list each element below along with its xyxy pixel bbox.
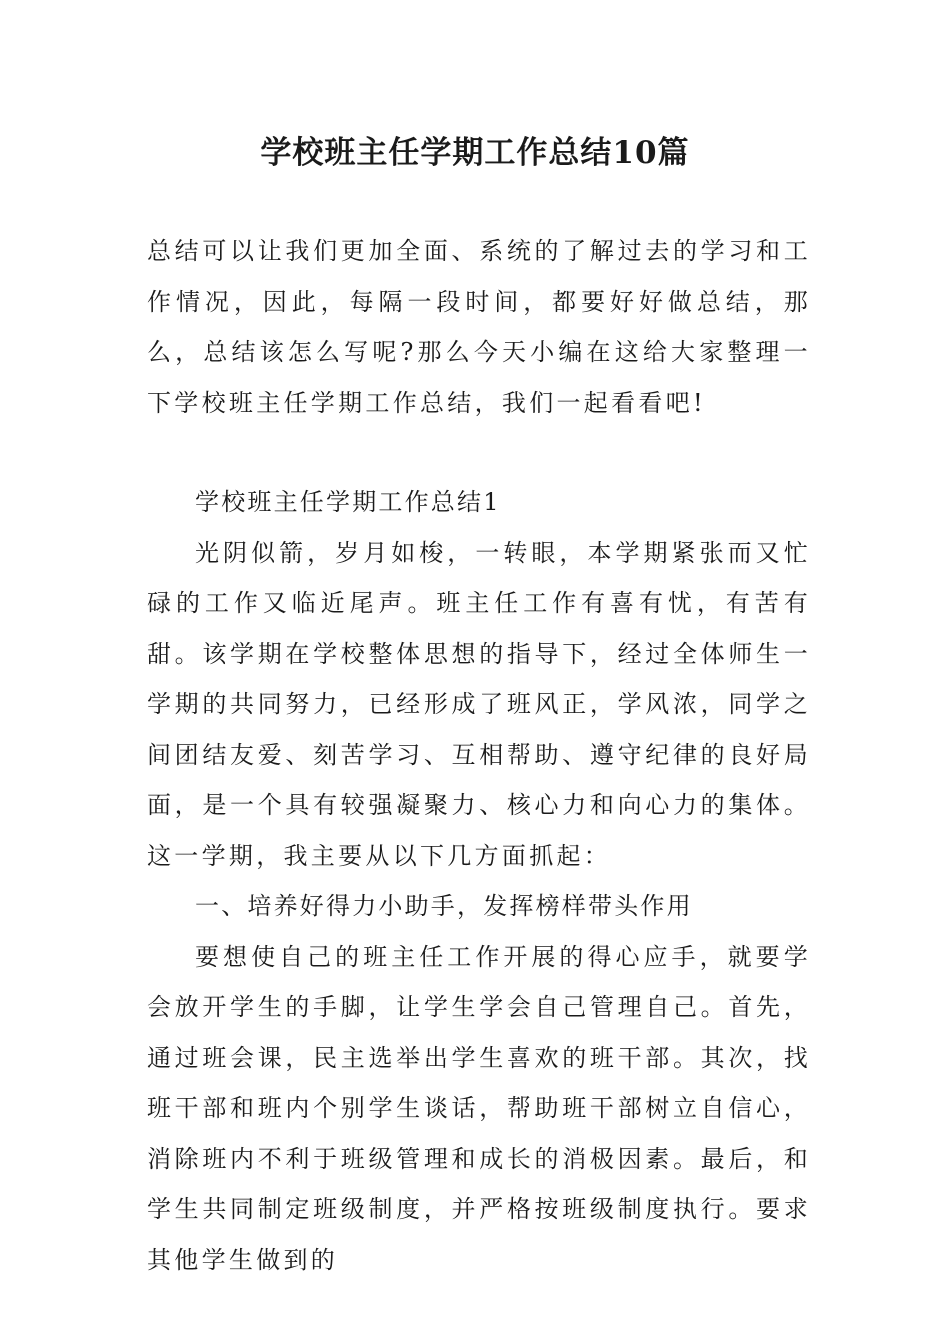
subheading-1: 一、培养好得力小助手，发挥榜样带头作用 (195, 892, 693, 920)
intro-paragraph: 总结可以让我们更加全面、系统的了解过去的学习和工作情况，因此，每隔一段时间，都要好好做总结，那么，总结该怎么写呢?那么今天小编在这给大家整理一下学校班主任学期工作总结，我们一起看看吧! (147, 237, 811, 417)
body-paragraph-1: 光阴似箭，岁月如梭，一转眼，本学期紧张而又忙碌的工作又临近尾声。班主任工作有喜有忧，有苦有甜。该学期在学校整体思想的指导下，经过全体师生一学期的共同努力，已经形成了班风正，学风浓，同学之间团结友爱、刻苦学习、互相帮助、遵守纪律的良好局面，是一个具有较强凝聚力、核心力和向心力的集体。这一学期，我主要从以下几方面抓起： (147, 538, 811, 870)
section-1 (147, 477, 811, 1285)
body-paragraph-2: 要想使自己的班主任工作开展的得心应手，就要学会放开学生的手脚，让学生学会自己管理自己。首先，通过班会课，民主选举出学生喜欢的班干部。其次，找班干部和班内个别学生谈话，帮助班干部树立自信心，消除班内不利于班级管理和成长的消极因素。最后，和学生共同制定班级制度，并严格按班级制度执行。要求其他学生做到的 (147, 942, 811, 1274)
section-heading: 学校班主任学期工作总结1 (195, 488, 501, 516)
document-title: 学校班主任学期工作总结10篇 (260, 135, 690, 171)
